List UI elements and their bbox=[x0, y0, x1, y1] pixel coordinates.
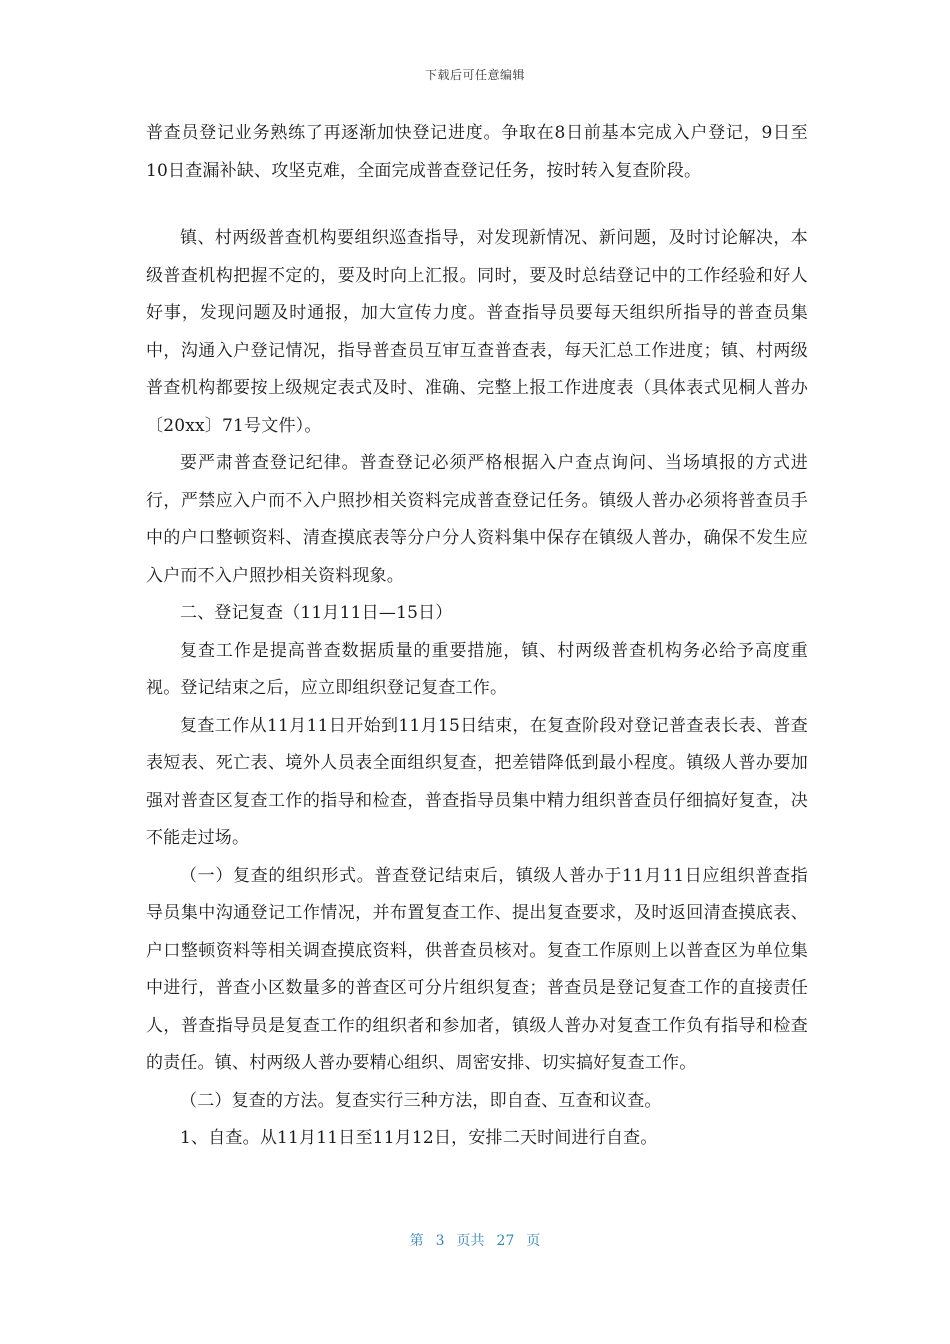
section-heading: 二、登记复查（11月11日—15日） bbox=[180, 603, 453, 623]
paragraph: 1、自查。从11月11日至11月12日，安排二天时间进行自查。 bbox=[180, 1128, 658, 1148]
paragraph: 复查工作从11月11日开始到11月15日结束，在复查阶段对登记普查表长表、普查表短表、死亡表、境外人员表全面组织复查，把差错降低到最小程度。镇级人普办要加强对普查区复查工作的指导和检查，普查指导员集中精力组织普查员仔细搞好复查，决不能走过场。 bbox=[146, 715, 808, 848]
page-footer bbox=[0, 1230, 950, 1250]
footer-page-number: 3 bbox=[435, 1233, 445, 1249]
paragraph: （一）复查的组织形式。普查登记结束后，镇级人普办于11月11日应组织普查指导员集中沟通登记工作情况，并布置复查工作、提出复查要求，及时返回清查摸底表、户口整顿资料等相关调查摸底资料，供普查员核对。复查工作原则上以普查区为单位集中进行，普查小区数量多的普查区可分片组织复查；普查员是登记复查工作的直接责任人，普查指导员是复查工作的组织者和参加者，镇级人普办对复查工作负有指导和检查的责任。镇、村两级人普办要精心组织、周密安排、切实搞好复查工作。 bbox=[146, 865, 808, 1073]
paragraph-continuation: 普查员登记业务熟练了再逐渐加快登记进度。争取在8日前基本完成入户登记，9日至10日查漏补缺、攻坚克难，全面完成普查登记任务，按时转入复查阶段。 bbox=[146, 123, 808, 181]
footer-page-label: 第 bbox=[409, 1233, 424, 1249]
footer-page-separator: 页共 bbox=[456, 1233, 485, 1249]
footer-page-end: 页 bbox=[526, 1233, 541, 1249]
footer-total-pages: 27 bbox=[496, 1233, 515, 1249]
paragraph: 复查工作是提高普查数据质量的重要措施，镇、村两级普查机构务必给予高度重视。登记结束之后，应立即组织登记复查工作。 bbox=[146, 640, 808, 698]
paragraph: 镇、村两级普查机构要组织巡查指导，对发现新情况、新问题，及时讨论解决，本级普查机构把握不定的，要及时向上汇报。同时，要及时总结登记中的工作经验和好人好事，发现问题及时通报，加大宣传力度。普查指导员要每天组织所指导的普查员集中，沟通入户登记情况，指导普查员互审互查普查表，每天汇总工作进度；镇、村两级普查机构都要按上级规定表式及时、准确、完整上报工作进度表（具体表式见桐人普办〔20xx〕71号文件）。 bbox=[146, 228, 808, 436]
document-body bbox=[146, 115, 808, 1158]
paragraph: （二）复查的方法。复查实行三种方法，即自查、互查和议查。 bbox=[180, 1090, 662, 1111]
page-header-note: 下载后可任意编辑 bbox=[424, 68, 525, 82]
paragraph: 要严肃普查登记纪律。普查登记必须严格根据入户查点询问、当场填报的方式进行，严禁应入户而不入户照抄相关资料完成普查登记任务。镇级人普办必须将普查员手中的户口整顿资料、清查摸底表等分户分人资料集中保存在镇级人普办，确保不发生应入户而不入户照抄相关资料现象。 bbox=[146, 453, 808, 586]
